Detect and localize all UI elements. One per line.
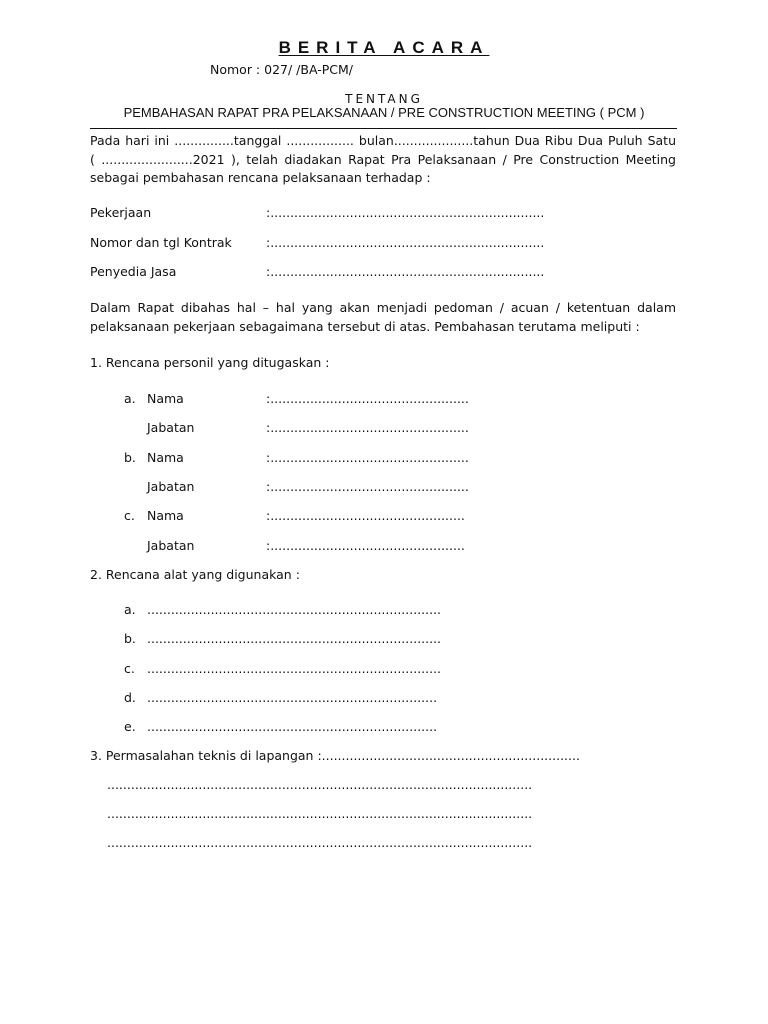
equipment-letter: c. (124, 661, 135, 676)
field-value-penyedia: :..................................................................... (266, 264, 545, 279)
equipment-letter: a. (124, 602, 136, 617)
equipment-line: .......................................................................... (147, 661, 442, 676)
equipment-line: .......................................................................... (147, 631, 442, 646)
equipment-letter: e. (124, 719, 136, 734)
issue-line: ........................................................................................................... (107, 835, 533, 850)
document-subtitle: PEMBAHASAN RAPAT PRA PELAKSANAAN / PRE CONSTRUCTION MEETING ( PCM ) (123, 105, 645, 120)
discussion-line: pelaksanaan pekerjaan sebagaimana tersebut di atas. Pembahasan terutama meliputi : (90, 318, 640, 334)
intro-paragraph (90, 132, 676, 188)
field-label-pekerjaan: Pekerjaan (90, 205, 152, 220)
equipment-line: .......................................................................... (147, 602, 442, 617)
intro-line: sebagai pembahasan rencana pelaksanaan terhadap : (90, 170, 431, 185)
personnel-nama-label: Nama (147, 508, 184, 523)
personnel-nama-label: Nama (147, 450, 184, 465)
document-number: Nomor : 027/ /BA-PCM/ (210, 62, 353, 77)
issue-line: ........................................................................................................... (107, 777, 533, 792)
section-3-title: 3. Permasalahan teknis di lapangan :................................................................. (90, 748, 580, 763)
personnel-jabatan-value: :................................................. (266, 538, 465, 553)
personnel-jabatan-label: Jabatan (147, 420, 195, 435)
personnel-nama-value: :................................................. (266, 508, 465, 523)
personnel-jabatan-value: :.................................................. (266, 420, 469, 435)
field-label-penyedia: Penyedia Jasa (90, 264, 177, 279)
personnel-letter: c. (124, 508, 135, 523)
personnel-letter: a. (124, 391, 136, 406)
personnel-jabatan-label: Jabatan (147, 479, 195, 494)
equipment-line: ......................................................................... (147, 690, 438, 705)
section-1-title: 1. Rencana personil yang ditugaskan : (90, 355, 330, 370)
discussion-line: Dalam Rapat dibahas hal – hal yang akan menjadi pedoman / acuan / ketentuan dalam (90, 300, 676, 315)
issue-line: ........................................................................................................... (107, 806, 533, 821)
equipment-letter: d. (124, 690, 136, 705)
personnel-letter: b. (124, 450, 136, 465)
personnel-jabatan-label: Jabatan (147, 538, 195, 553)
personnel-jabatan-value: :.................................................. (266, 479, 469, 494)
personnel-nama-label: Nama (147, 391, 184, 406)
document-title: BERITA ACARA (278, 38, 490, 57)
field-value-pekerjaan: :..................................................................... (266, 205, 545, 220)
personnel-nama-value: :.................................................. (266, 450, 469, 465)
personnel-nama-value: :.................................................. (266, 391, 469, 406)
intro-line: Pada hari ini ...............tanggal ................. bulan....................tahun Dua Ribu Dua Puluh Satu (90, 133, 676, 148)
equipment-line: ......................................................................... (147, 719, 438, 734)
header-divider (90, 128, 677, 129)
equipment-letter: b. (124, 631, 136, 646)
field-label-kontrak: Nomor dan tgl Kontrak (90, 235, 232, 250)
field-value-kontrak: :..................................................................... (266, 235, 545, 250)
section-2-title: 2. Rencana alat yang digunakan : (90, 567, 300, 582)
intro-line: ( .......................2021 ), telah diadakan Rapat Pra Pelaksanaan / Pre Construction Meeting (90, 151, 676, 167)
discussion-paragraph (90, 299, 676, 336)
tentang-heading: TENTANG (345, 92, 423, 106)
